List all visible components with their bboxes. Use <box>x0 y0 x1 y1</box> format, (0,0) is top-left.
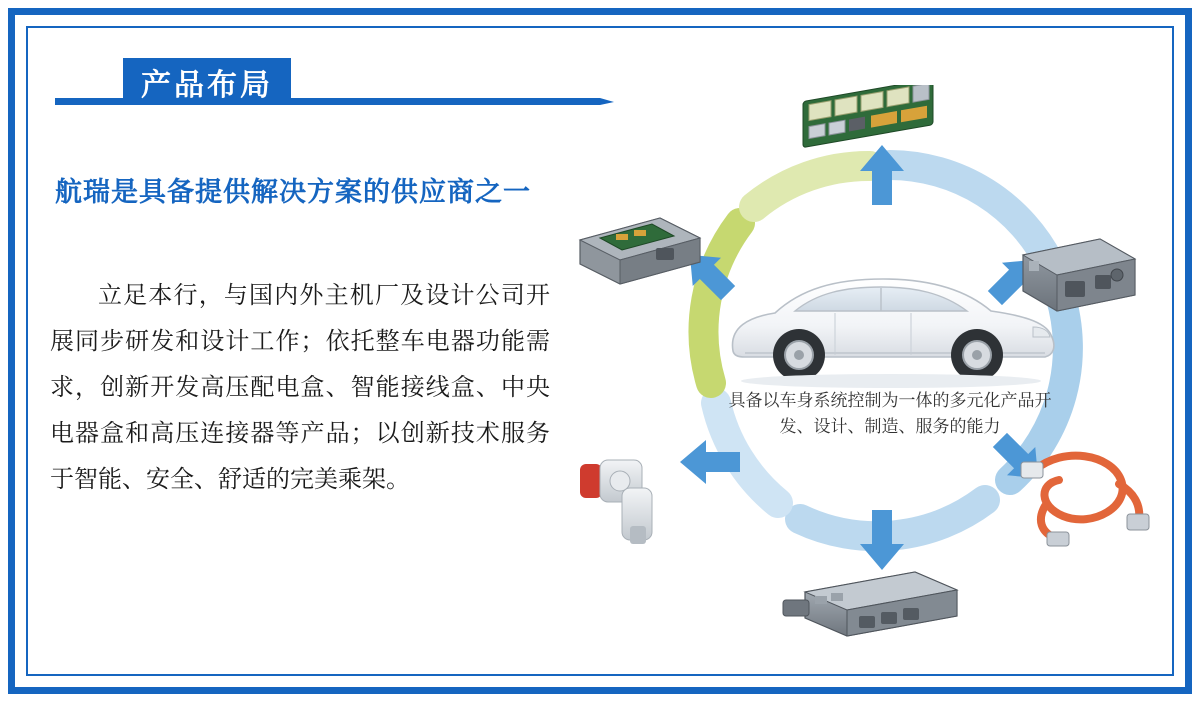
center-caption: 具备以车身系统控制为一体的多元化产品开发、设计、制造、服务的能力 <box>728 391 1052 437</box>
section-body-text: 立足本行，与国内外主机厂及设计公司开展同步研发和设计工作；依托整车电器功能需求，创新开发高压配电盒、智能接线盒、中央电器盒和高压连接器等产品；以创新技术服务于智能、安全、舒适的完美乘架。 <box>50 281 550 493</box>
title-block <box>55 58 615 118</box>
product-image-high-voltage-box <box>1005 225 1145 320</box>
product-layout-diagram <box>560 40 1190 670</box>
product-image-wire-harness <box>1015 440 1155 550</box>
product-image-junction-box <box>560 200 710 300</box>
title-badge <box>123 58 291 105</box>
section-subtitle: 航瑞是具备提供解决方案的供应商之一 <box>55 177 531 208</box>
page-title: 产品布局 <box>141 67 273 103</box>
product-image-connector <box>570 440 690 550</box>
product-image-power-distribution-unit <box>775 560 975 650</box>
product-image-pcb-control-board <box>795 85 945 165</box>
